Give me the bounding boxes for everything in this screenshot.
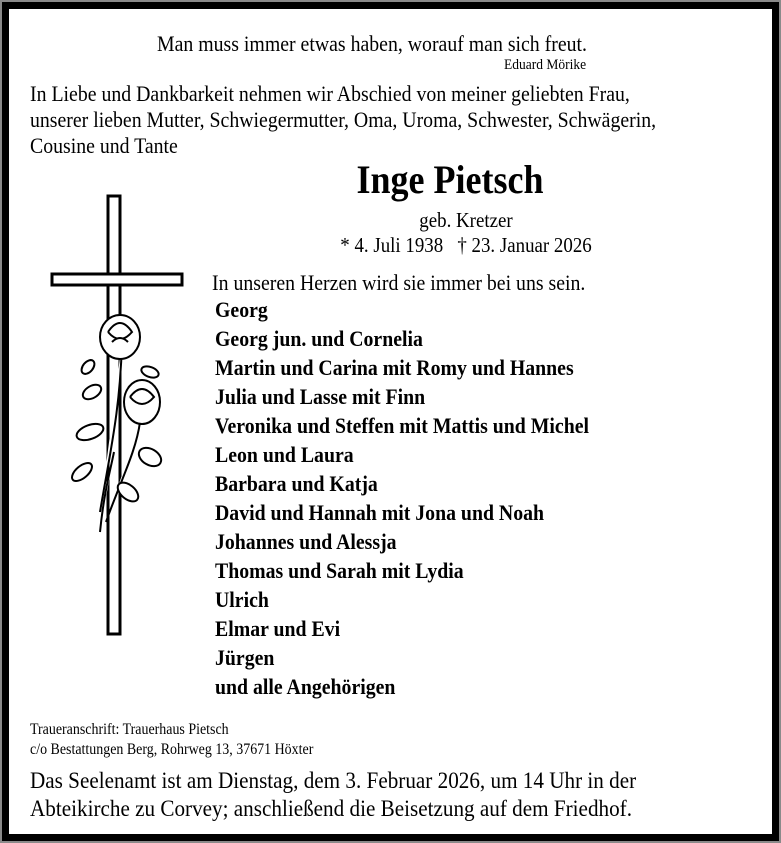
intro-line: In Liebe und Dankbarkeit nehmen wir Abschied von meiner geliebten Frau, xyxy=(30,81,630,106)
mourner-line: Johannes und Alessja xyxy=(215,529,397,554)
mourner-line: Julia und Lasse mit Finn xyxy=(215,384,426,409)
mourner-line: Jürgen xyxy=(215,645,275,670)
life-dates: * 4. Juli 1938 † 23. Januar 2026 xyxy=(340,233,592,257)
address-line: Traueranschrift: Trauerhaus Pietsch xyxy=(30,721,229,738)
mourner-line: Veronika und Steffen mit Mattis und Michel xyxy=(215,413,590,438)
intro-line: unserer lieben Mutter, Schwiegermutter, Oma, Uroma, Schwester, Schwägerin, xyxy=(30,107,657,132)
mourner-line: Martin und Carina mit Romy und Hannes xyxy=(215,355,574,380)
mourner-line: Georg jun. und Cornelia xyxy=(215,326,423,351)
cross-with-roses-icon xyxy=(40,192,190,640)
service-line: Abteikirche zu Corvey; anschließend die Beisetzung auf dem Friedhof. xyxy=(30,796,633,822)
mourner-line: Thomas und Sarah mit Lydia xyxy=(215,558,464,583)
quote-author: Eduard Mörike xyxy=(504,57,587,73)
quote-text: Man muss immer etwas haben, worauf man sich freut. xyxy=(157,31,587,56)
motto-text: In unseren Herzen wird sie immer bei uns sein. xyxy=(212,270,586,295)
maiden-name: geb. Kretzer xyxy=(419,208,513,232)
mourner-line: Ulrich xyxy=(215,587,269,612)
deceased-name: Inge Pietsch xyxy=(356,157,544,202)
mourner-line: David und Hannah mit Jona und Noah xyxy=(215,500,545,525)
mourner-line: Georg xyxy=(215,297,268,322)
mourner-line: und alle Angehörigen xyxy=(215,674,396,699)
intro-line: Cousine und Tante xyxy=(30,133,178,158)
mourner-line: Elmar und Evi xyxy=(215,616,341,641)
mourner-line: Leon und Laura xyxy=(215,442,354,467)
address-line: c/o Bestattungen Berg, Rohrweg 13, 37671 Höxter xyxy=(30,741,314,758)
mourner-line: Barbara und Katja xyxy=(215,471,378,496)
service-line: Das Seelenamt ist am Dienstag, dem 3. Februar 2026, um 14 Uhr in der xyxy=(30,768,637,794)
